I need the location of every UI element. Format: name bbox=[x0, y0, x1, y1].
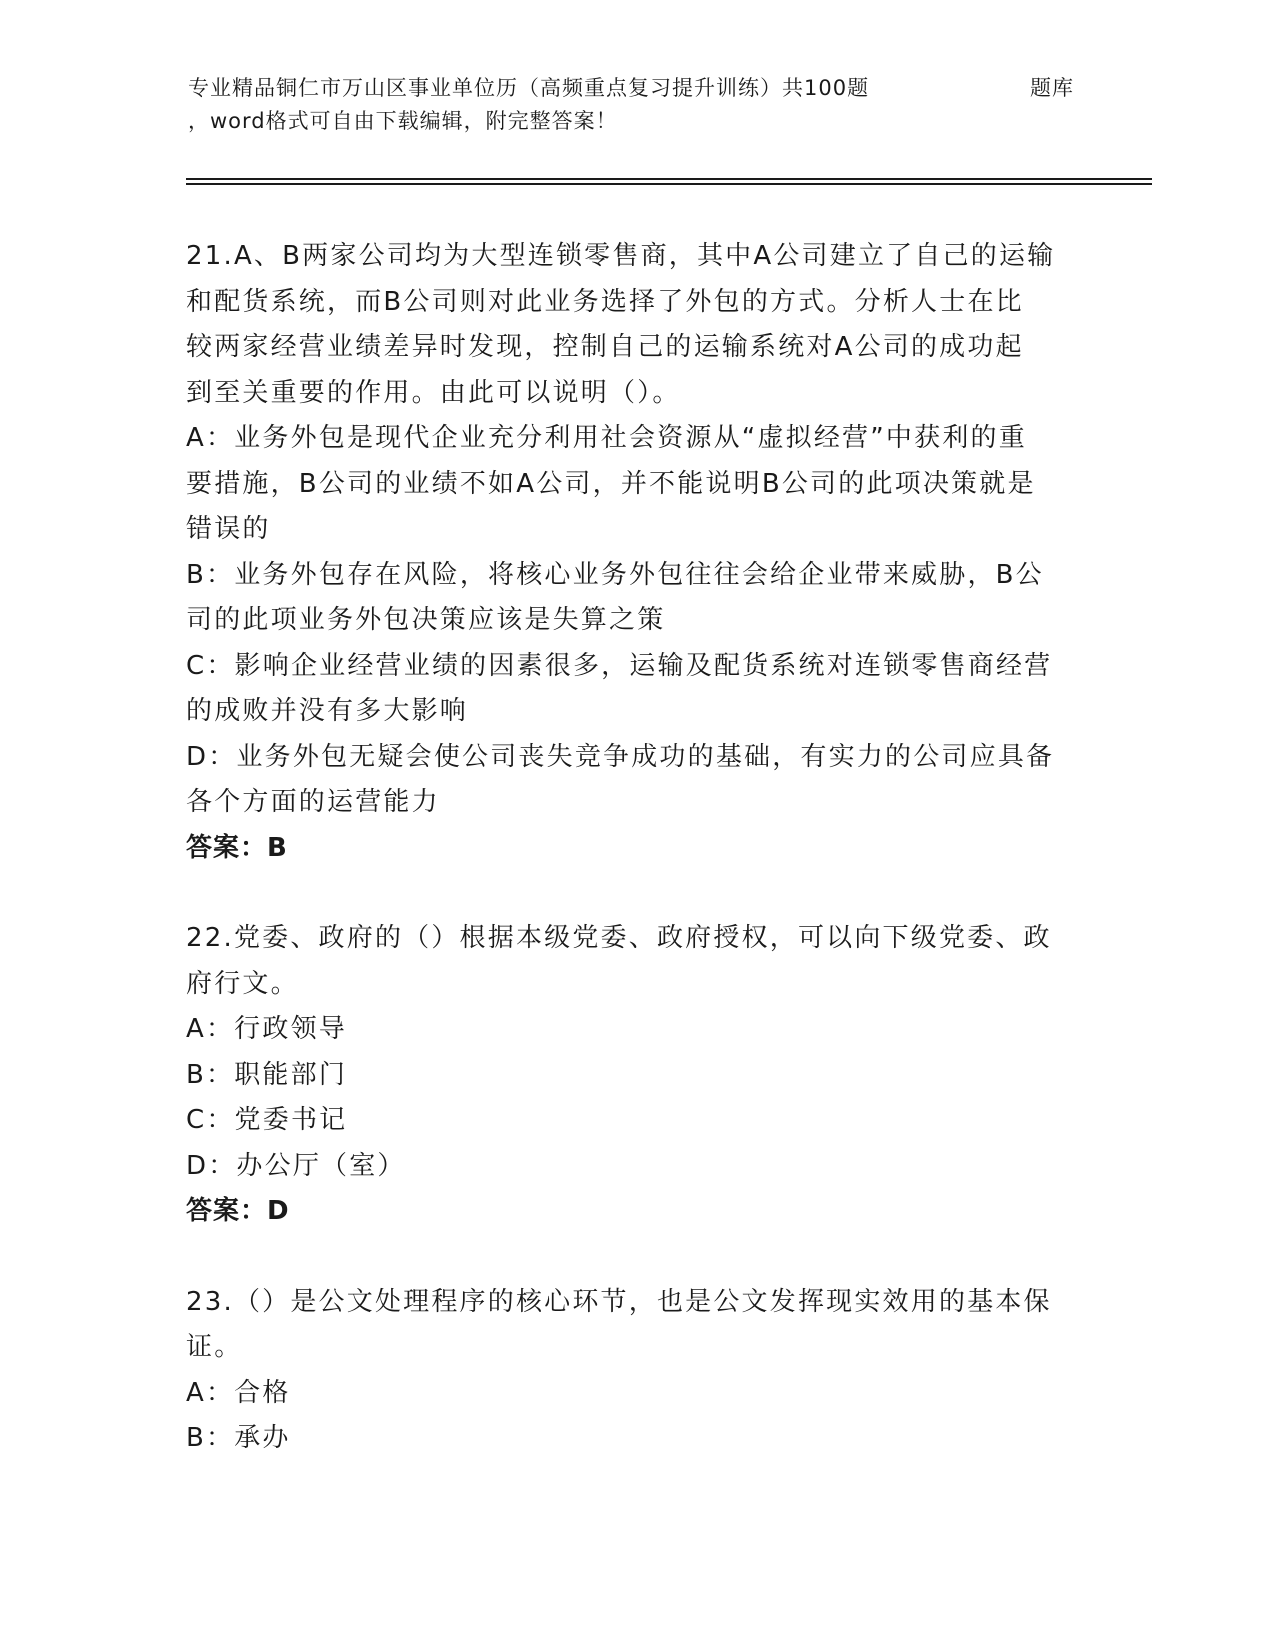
question-stem-line: 较两家经营业绩差异时发现，控制自己的运输系统对A公司的成功起 bbox=[186, 332, 1024, 362]
option-line: A：行政领导 bbox=[186, 1014, 347, 1044]
question-spacer bbox=[186, 871, 1086, 916]
option-line: D：办公厅（室） bbox=[186, 1150, 406, 1181]
question-stem-line: 府行文。 bbox=[186, 968, 299, 999]
option-line: 各个方面的运营能力 bbox=[186, 787, 440, 817]
question-stem-line: 到至关重要的作用。由此可以说明（）。 bbox=[186, 377, 681, 408]
answer-label: 答案：B bbox=[186, 832, 288, 863]
option-line: 司的此项业务外包决策应该是失算之策 bbox=[186, 605, 666, 635]
question-22 bbox=[186, 916, 1086, 1235]
option-line: A：业务外包是现代企业充分利用社会资源从“虚拟经营”中获利的重 bbox=[186, 423, 1027, 453]
question-stem-line: 22.党委、政府的（）根据本级党委、政府授权，可以向下级党委、政 bbox=[186, 923, 1052, 953]
header-title-line1: 专业精品铜仁市万山区事业单位历（高频重点复习提升训练）共100题 bbox=[188, 76, 870, 100]
option-line: A：合格 bbox=[186, 1377, 291, 1408]
page-header bbox=[188, 72, 1148, 138]
option-line: B：业务外包存在风险，将核心业务外包往往会给企业带来威胁，B公 bbox=[186, 559, 1044, 590]
question-spacer bbox=[186, 1235, 1086, 1280]
question-stem-line: 21.A、B两家公司均为大型连锁零售商，其中A公司建立了自己的运输 bbox=[186, 241, 1056, 271]
option-line: D：业务外包无疑会使公司丧失竞争成功的基础，有实力的公司应具备 bbox=[186, 741, 1055, 772]
option-line: C：影响企业经营业绩的因素很多，运输及配货系统对连锁零售商经营 bbox=[186, 650, 1053, 681]
header-title-line2: ，word格式可自由下载编辑，附完整答案！ bbox=[188, 109, 618, 133]
question-stem-line: 证。 bbox=[186, 1332, 243, 1362]
question-list bbox=[186, 234, 1086, 1462]
header-label: 题库 bbox=[1030, 76, 1074, 100]
header-divider-bottom bbox=[186, 183, 1152, 185]
option-line: B：承办 bbox=[186, 1423, 291, 1453]
header-divider-top bbox=[186, 178, 1152, 180]
question-23 bbox=[186, 1280, 1086, 1462]
option-line: 错误的 bbox=[186, 514, 271, 544]
answer-label: 答案：D bbox=[186, 1196, 290, 1226]
option-line: 要措施，B公司的业绩不如A公司，并不能说明B公司的此项决策就是 bbox=[186, 468, 1036, 499]
option-line: C：党委书记 bbox=[186, 1105, 348, 1135]
option-line: 的成败并没有多大影响 bbox=[186, 696, 469, 726]
question-21 bbox=[186, 234, 1086, 871]
option-line: B：职能部门 bbox=[186, 1059, 348, 1090]
question-stem-line: 和配货系统，而B公司则对此业务选择了外包的方式。分析人士在比 bbox=[186, 286, 1024, 317]
question-stem-line: 23.（）是公文处理程序的核心环节，也是公文发挥现实效用的基本保 bbox=[186, 1286, 1052, 1317]
